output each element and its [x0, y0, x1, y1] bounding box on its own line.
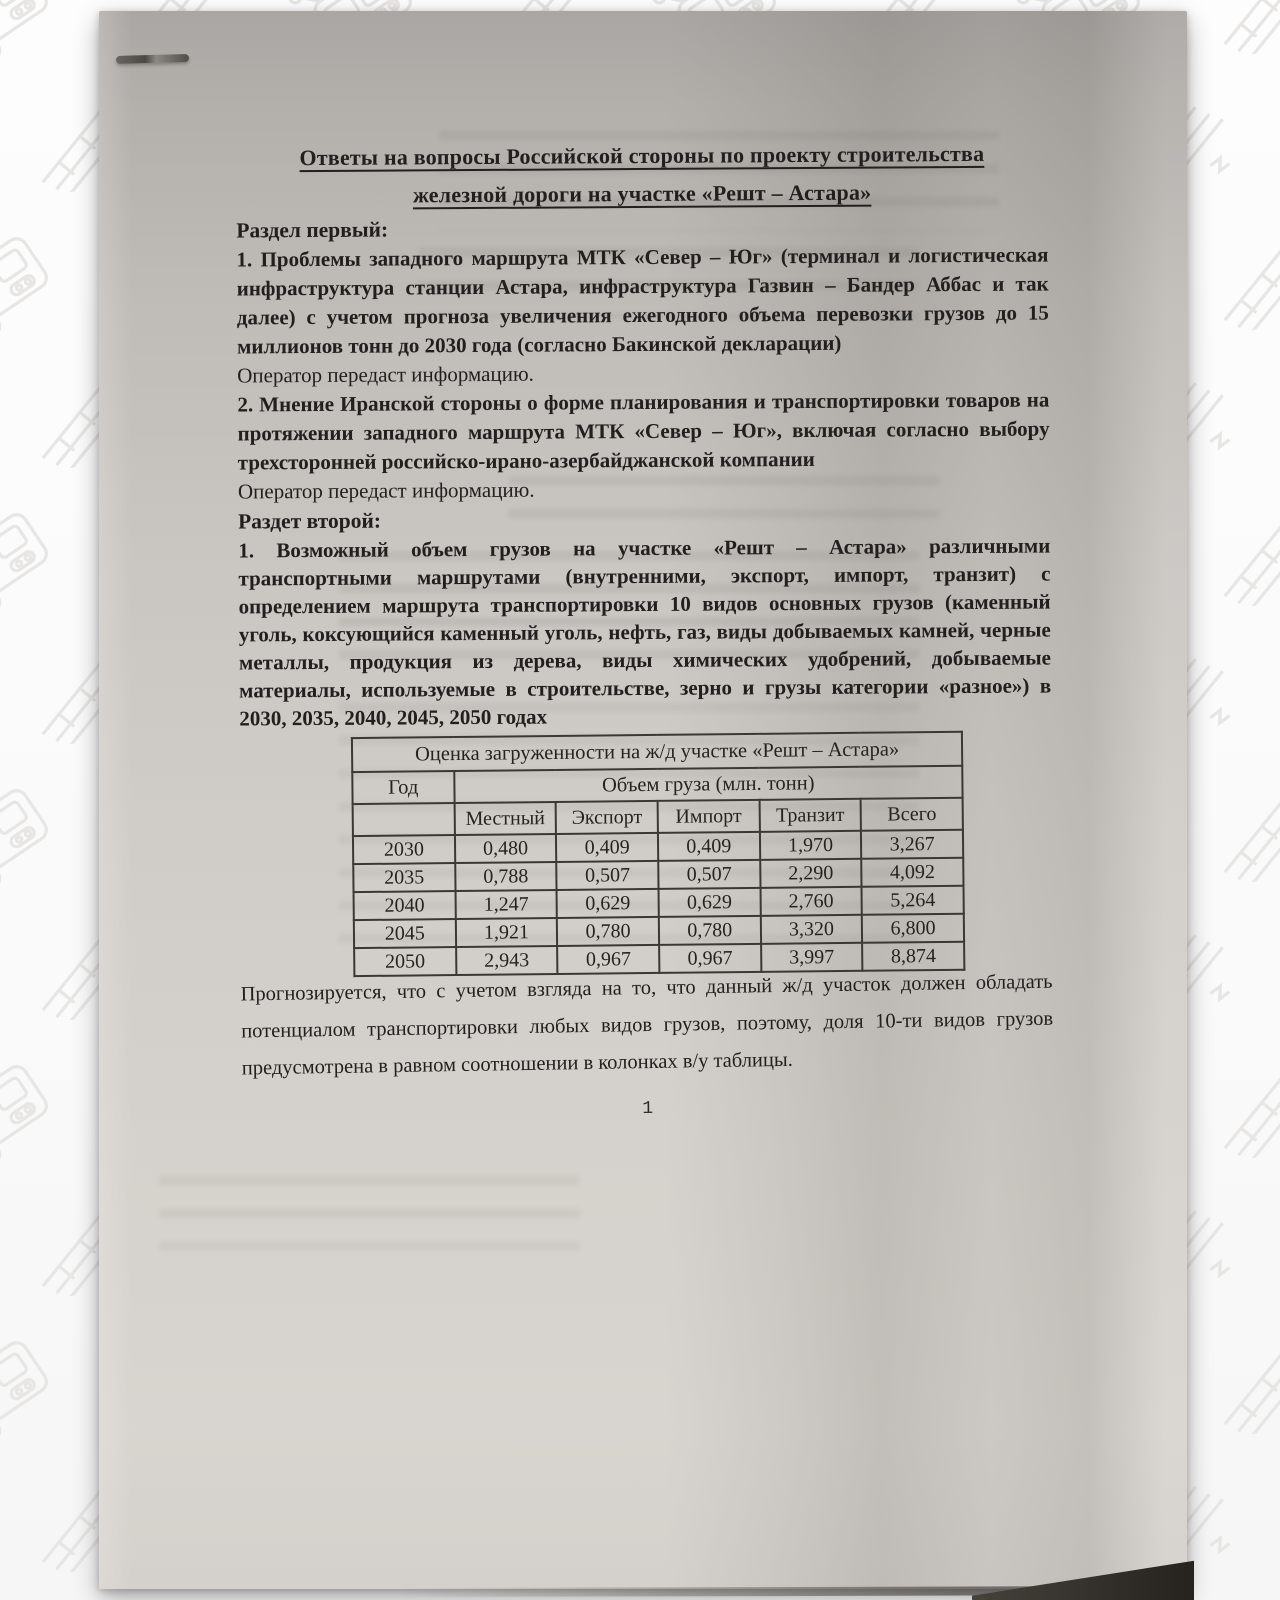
value-cell: 2,760 — [760, 887, 862, 916]
tram-watermark-icon — [0, 1307, 78, 1460]
value-cell: 3,997 — [761, 943, 863, 972]
rails-watermark-icon — [1199, 1329, 1280, 1438]
value-cell: 0,480 — [455, 834, 557, 863]
year-cell: 2045 — [354, 919, 456, 948]
page-number: 1 — [642, 1098, 654, 1120]
value-cell: 2,943 — [456, 946, 558, 975]
volume-group-header: Объем груза (млн. тонн) — [454, 766, 963, 803]
year-cell: 2050 — [354, 947, 456, 976]
tram-watermark-icon — [0, 203, 78, 356]
value-cell: 8,874 — [862, 942, 964, 971]
value-cell: 4,092 — [861, 858, 963, 887]
tram-watermark-icon — [0, 0, 78, 81]
column-header: Транзит — [759, 799, 861, 832]
value-cell: 0,967 — [659, 944, 761, 973]
column-header: Экспорт — [556, 801, 658, 834]
table-caption: Оценка загруженности на ж/д участке «Решт – Астара» — [352, 732, 962, 772]
cargo-volume-table — [351, 731, 965, 977]
operator-note-1: Оператор передаст информацию. — [237, 361, 534, 388]
year-column-header: Год — [352, 771, 454, 804]
section-heading-2: Раздет второй: — [238, 508, 382, 534]
value-cell: 0,788 — [455, 862, 557, 891]
rails-watermark-icon — [1199, 777, 1280, 886]
page-content — [235, 9, 1054, 1122]
year-cell: 2040 — [354, 891, 456, 920]
value-cell: 6,800 — [862, 914, 964, 943]
rails-watermark-icon — [1199, 0, 1280, 59]
value-cell: 0,629 — [557, 889, 659, 918]
value-cell: 3,320 — [760, 915, 862, 944]
bleedthrough-smudge — [159, 1176, 579, 1271]
value-cell: 0,409 — [556, 833, 658, 862]
value-cell: 0,409 — [658, 832, 760, 861]
value-cell: 1,970 — [760, 831, 862, 860]
value-cell: 1,247 — [455, 890, 557, 919]
document-title-line1: Ответы на вопросы Российской стороны по проекту строительства — [299, 140, 985, 171]
empty-corner-cell — [353, 803, 455, 836]
tram-watermark-icon — [0, 1583, 78, 1600]
year-cell: 2030 — [353, 835, 455, 864]
value-cell: 0,507 — [557, 861, 659, 890]
document-title — [236, 135, 1048, 216]
paragraph-4: Прогнозируется, что с учетом взгляда на то, что данный ж/д участок должен обладать потенциалом транспортировки любых видов грузов, поэтому, доля 10-ти видов грузов предусмотрена в равном соотношении в колонках в/у таблицы. — [240, 970, 1054, 1080]
tram-watermark-icon — [0, 755, 78, 908]
document-title-line2: железной дороги на участке «Решт – Астара» — [412, 179, 872, 208]
rails-watermark-icon — [1199, 225, 1280, 334]
value-cell: 2,290 — [760, 859, 862, 888]
value-cell: 0,629 — [658, 888, 760, 917]
value-cell: 1,921 — [455, 918, 557, 947]
year-cell: 2035 — [353, 863, 455, 892]
value-cell: 0,507 — [658, 860, 760, 889]
column-header: Местный — [454, 802, 556, 835]
paragraph-1: 1. Проблемы западного маршрута МТК «Север – Юг» (терминал и логистическая инфраструктура станции Астара, инфраструктура Газвин – Бандер Аббас и так далее) с учетом прогноза увеличения ежегодного объема перевозки грузов до 15 миллионов тонн до 2030 года (согласно Бакинской декларации) — [236, 242, 1049, 359]
value-cell: 5,264 — [862, 886, 964, 915]
paragraph-2: 2. Мнение Иранской стороны о форме планирования и транспортировки товаров на протяжении западного маршрута МТК «Север – Юг», включая согласно выбору трехсторонней российско-ирано-азербайджанской компании — [237, 387, 1050, 475]
value-cell: 0,780 — [659, 916, 761, 945]
value-cell: 3,267 — [861, 830, 963, 859]
section-heading-1: Раздел первый: — [236, 217, 389, 243]
tram-watermark-icon — [0, 1031, 78, 1184]
operator-note-2: Оператор передаст информацию. — [237, 477, 535, 504]
column-header: Импорт — [658, 800, 760, 833]
column-header: Всего — [861, 798, 963, 831]
paragraph-3: 1. Возможный объем грузов на участке «Решт – Астара» различными транспортными маршрутами (внутренними, экспорт, импорт, транзит) с определением маршрута транспортировки 10 видов основных грузов (каменный уголь, коксующийся каменный уголь, нефть, газ, виды добываемых камней, черные металлы, продукция из дерева, виды химических удобрений, добываемые материалы, используемые в строительстве, зерно и грузы категории «разное») в 2030, 2035, 2040, 2045, 2050 годах — [238, 533, 1052, 731]
scanned-page — [99, 11, 1187, 1589]
staple — [116, 54, 189, 64]
value-cell: 0,967 — [557, 945, 659, 974]
tram-watermark-icon — [0, 479, 78, 632]
rails-watermark-icon — [1199, 501, 1280, 610]
rails-watermark-icon — [1199, 1053, 1280, 1162]
value-cell: 0,780 — [557, 917, 659, 946]
